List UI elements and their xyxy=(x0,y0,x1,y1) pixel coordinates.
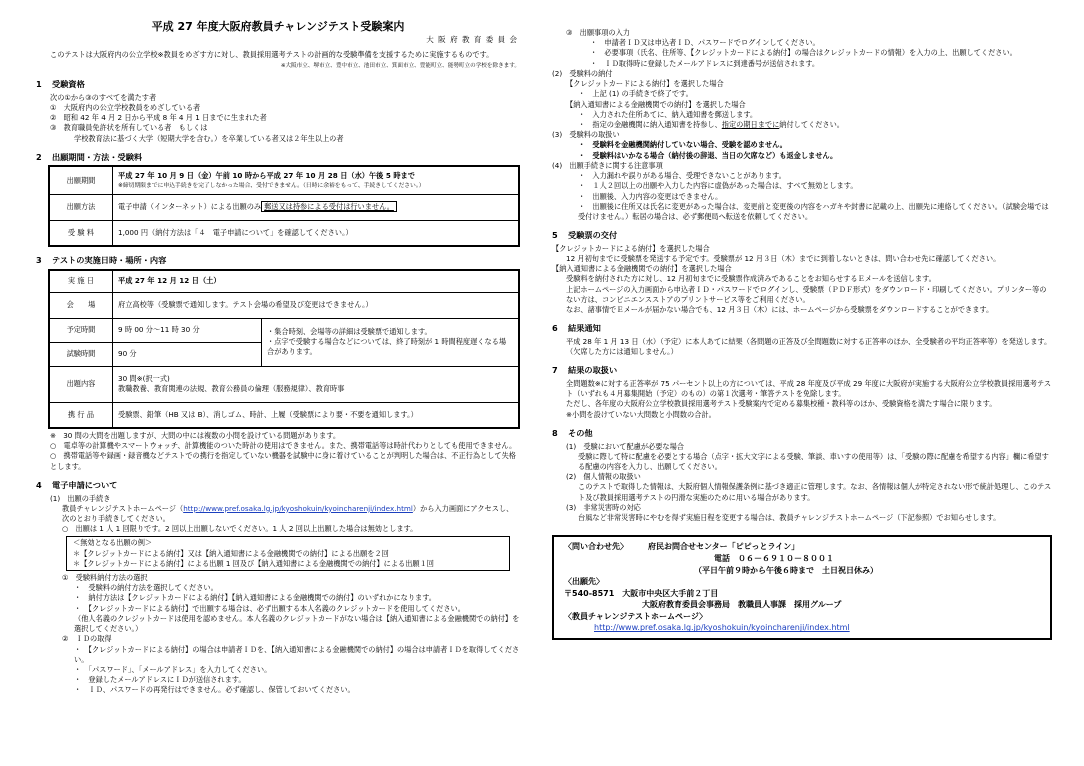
hp-label: 〈教員チャレンジテストホームページ〉 xyxy=(564,611,707,621)
duration-value: 90 分 xyxy=(113,342,262,366)
list-item: ・ 必要事項（氏名、住所等、【クレジットカードによる納付】の場合はクレジットカードの情報）を入力の上、出願してください。 xyxy=(590,48,1017,58)
box-item: ＊【クレジットカードによる納付】による出願 1 回及び【納入通知書による金融機関での納付】による出願１回 xyxy=(73,558,434,568)
date-value: 平成 27 年 12 月 12 日（土） xyxy=(113,270,520,292)
row-label: 携 行 品 xyxy=(49,402,113,428)
row-label: 会 場 xyxy=(49,292,113,318)
s5-bank: 【納入通知書による金融機関での納付】を選択した場合 xyxy=(552,264,732,274)
row-label: 実 施 日 xyxy=(49,270,113,292)
list-item: ・ １人２回以上の出願や入力した内容に虚偽があった場合は、すべて無効とします。 xyxy=(578,181,858,191)
list-item: ・ 指定の金融機関に納入通知書を持参し、指定の期日までに納付してください。 xyxy=(578,119,844,129)
contact-box xyxy=(552,535,1052,640)
s1-item: ① 大阪府内の公立学校教員をめざしている者 xyxy=(50,102,201,112)
invalid-examples-box xyxy=(66,536,510,571)
contact-hours: （平日午前９時から午後６時まで 土日祝日休み） xyxy=(694,565,878,575)
venue-value: 府立高校等（受験票で通知します。テスト会場の希望及び変更はできません。） xyxy=(113,292,520,318)
list-item: ・ 「パスワード」、「メールアドレス」を入力してください。 xyxy=(74,665,272,675)
s1-item: ② 昭和 42 年 4 月 2 日から平成 8 年 4 月 1 日までに生まれた者 xyxy=(50,113,267,123)
list-item: ・ 申請者ＩＤ又は申込者ＩＤ、パスワードでログインしてください。 xyxy=(590,38,820,48)
section-6-heading: 6 結果通知 xyxy=(552,323,601,334)
row-label: 予定時間 xyxy=(49,318,113,342)
dest-label: 〈出願先〉 xyxy=(564,577,604,587)
r-p2: (2) 受験料の納付 xyxy=(552,68,613,78)
r-p2-cc: 【クレジットカードによる納付】を選択した場合 xyxy=(566,79,724,89)
s1-lead: 次の①から③のすべてを満たす者 xyxy=(50,92,157,102)
time-value: 9 時 00 分～11 時 30 分 xyxy=(113,318,262,342)
s1-item: ③ 教育職員免許状を所有している者 もしくは xyxy=(50,123,208,133)
s8-text: 台風など非常災害時にやむを得ず実施日程を変更する場合は、教員チャレンジテストホームページ（下記参照）でお知らせします。 xyxy=(578,513,1001,523)
s4-p1c: ○ 出願は 1 人 1 回限りです。2 回以上出願しないでください。1 人 2 回以上出願した場合は無効とします。 xyxy=(62,524,418,534)
s1-item: 学校教育法に基づく大学（短期大学を含む。）を卒業している者又は２年生以上の者 xyxy=(74,133,344,143)
s3-note: ○ 電卓等の計算機やスマートウォッチ、計算機能のついた時計の使用はできません。また、携帯電話等は時計代わりとしても使用できません。 xyxy=(50,441,517,451)
s8-sub: (2) 個人情報の取扱い xyxy=(566,472,641,482)
content-value: 30 問※(択一式) 教職教養、教育関連の法規、教育公務員の倫理（服務規律）、教育時事 xyxy=(113,366,520,402)
s8-sub: (3) 非常災害時の対応 xyxy=(566,502,641,512)
period-value: 平成 27 年 10 月 9 日（金）午前 10 時から平成 27 年 10 月 28 日（水）午後 5 時まで xyxy=(118,171,415,181)
items-value: 受験票、鉛筆（HB 又は B）、消しゴム、時計、上履（受験票により要・不要を通知します。） xyxy=(113,402,520,428)
s5-cc: 【クレジットカードによる納付】を選択した場合 xyxy=(552,243,710,253)
application-table xyxy=(48,165,520,247)
list-item: ・ 【クレジットカードによる納付】の場合は申請者ＩＤを、【納入通知書による金融機関での納付】の場合は申請者ＩＤを取得してください。 xyxy=(74,644,520,664)
s7-text: ただし、各年度の大阪府公立学校教員採用選考テスト受験案内で定める募集校種・教科等のほか、受験資格を満たす場合に限ります。 xyxy=(566,399,997,409)
section-5-heading: 5 受験票の交付 xyxy=(552,230,618,241)
list-item: ・ 登録したメールアドレスにＩＤが送信されます。 xyxy=(74,675,246,685)
s3-note: ※ 30 問の大問を出題しますが、大問の中には複数の小問を設けている問題があります。 xyxy=(50,431,341,440)
intro-text: このテストは大阪府内の公立学校※教員をめざす方に対し、教員採用選考テストの計画的な受験準備を支援するために実施するものです。 xyxy=(50,49,494,59)
section-4-heading: 4 電子申請について xyxy=(36,479,118,490)
contact-tel: 電話 ０６－６９１０－８００１ xyxy=(714,553,834,563)
s6-text: 平成 28 年 1 月 13 日（水）（予定）に本人あてに結果（各問題の正答及び全問題数に対する正答率のほか、全受験者の平均正答率等）を発送します。（欠席した方には通知しません。） xyxy=(566,336,1052,357)
s5-cc-text: 12 月初旬までに受験票を発送する予定です。受験票が 12 月３日（木）までに到着しないときは、問い合わせ先に確認してください。 xyxy=(566,254,1001,264)
contact-homepage-link[interactable]: http://www.pref.osaka.lg.jp/kyoshokuin/kyoincharenji/index.html xyxy=(594,623,850,633)
s3-note: ○ 携帯電話等や録画・録音機などテストでの携行を指定していない機器を試験中に身に着けていることが判明した場合は、不正行為として失格とします。 xyxy=(50,451,516,471)
issuer: 大 阪 府 教 育 委 員 会 xyxy=(426,35,518,45)
list-item: ・ 上記 (1) の手続きで終了です。 xyxy=(578,89,693,99)
list-item: ・ 入力漏れや誤りがある場合、受理できないことがあります。 xyxy=(578,171,786,181)
list-item: ・ ＩＤ取得時に登録したメールアドレスに到達番号が送信されます。 xyxy=(590,58,820,68)
s5-bank-text: 上記ホームページの入力画面から申込者ＩＤ・パスワードでログインし、受験票（ＰＤＦ形式）をダウンロード・印刷してください。プリンター等のない方は、コンビニエンスストアのプリントサービス等をご利用ください。 xyxy=(566,284,1047,304)
right-column xyxy=(552,28,1052,640)
list-item: ・ 【クレジットカードによる納付】で出願する場合は、必ず出願する本人名義のクレジットカードを使用してください。 xyxy=(74,603,465,613)
r-p3: (3) 受験料の取扱い xyxy=(552,130,620,140)
row-label: 受 験 料 xyxy=(49,220,113,246)
s7-note: ※小問を設けていない大問数と小問数の合計。 xyxy=(566,409,716,419)
list-item: ・ 納付方法は【クレジットカードによる納付】【納入通知書による金融機関での納付】のいずれかになります。 xyxy=(74,593,436,603)
intro-note: ※大阪市立、堺市立、豊中市立、池田市立、箕面市立、豊能町立、能勢町立の学校を除きます。 xyxy=(280,63,520,70)
section-1-heading: 1 受験資格 xyxy=(36,78,85,89)
s4-p1-text: 教員チャレンジテストホームページ（http://www.pref.osaka.lg.jp/kyoshokuin/kyoincharenji/index.html）から入力画面にアクセスし、次のとおり手続きしてください。 xyxy=(62,503,514,523)
s8-sub: (1) 受験において配慮が必要な場合 xyxy=(566,441,684,451)
section-7-heading: 7 結果の取扱い xyxy=(552,365,618,376)
row-label: 出願期間 xyxy=(49,166,113,194)
list-item: ・ 受験料の納付方法を選択してください。 xyxy=(74,583,218,593)
list-item: ・ 受験料はいかなる場合（納付後の辞退、当日の欠席など）も返金しません。 xyxy=(578,150,838,160)
box-title: ＜無効となる出願の例＞ xyxy=(73,538,153,548)
r-m3: ③ 出願事項の入力 xyxy=(566,28,630,37)
contact-line: 〈問い合わせ先〉 府民お問合せセンター「ピピっとライン」 xyxy=(564,542,800,552)
box-item: ＊【クレジットカードによる納付】又は【納入通知書による金融機関での納付】による出願を２回 xyxy=(73,548,389,558)
left-column xyxy=(36,0,520,696)
fee-value: 1,000 円（納付方法は「４ 電子申請について」を確認してください。） xyxy=(113,220,520,246)
s7-text: 全問題数※に対する正答率が 75 パーセント以上の方については、平成 28 年度及び平成 29 年度に大阪府が実施する大阪府公立学校教員採用選考テスト（いずれも４月募集開始（予定）のもの）の第１次選考・筆答テストを免除します。 xyxy=(566,379,1052,399)
list-item: ・ 出願後に住所又は氏名に変更があった場合は、変更前と変更後の内容をハガキや封書に記載の上、出願先に連絡してください。（試験会場では受付けません。）転居の場合は、必ず郵便局へ転送を依頼してください。 xyxy=(578,201,1049,221)
method-value: 電子申請（インターネット）による出願のみ xyxy=(118,202,262,212)
test-table xyxy=(48,269,520,429)
homepage-link[interactable]: http://www.pref.osaka.lg.jp/kyoshokuin/kyoincharenji/index.html xyxy=(183,503,413,513)
s4-m2: ② ＩＤの取得 xyxy=(62,634,112,644)
r-p2-bank: 【納入通知書による金融機関での納付】を選択した場合 xyxy=(566,99,746,109)
r-p4: (4) 出願手続きに関する注意事項 xyxy=(552,160,663,170)
section-3-heading: 3 テストの実施日時・場所・内容 xyxy=(36,255,167,266)
list-item: ・ 受験料を金融機関納付していない場合、受験を認めません。 xyxy=(578,140,787,150)
list-item: （他人名義のクレジットカードは使用を認めません。本人名義のクレジットカードがない場合は【納入通知書による金融機関での納付】を選択してください。） xyxy=(74,613,520,634)
period-note: ※締切期限までに申込手続きを完了しなかった場合、受付できません。（日時に余裕をもって、手続きしてください。） xyxy=(118,182,425,189)
method-boxed-note: 郵送又は持参による受付は行いません。 xyxy=(261,201,397,212)
s5-bank-text: なお、諸事情でＥメールが届かない場合でも、12 月３日（木）には、ホームページから受験票をダウンロードすることができます。 xyxy=(566,305,994,315)
row-label: 試験時間 xyxy=(49,342,113,366)
list-item: ・ 入力された住所あてに、納入通知書を郵送します。 xyxy=(578,109,758,119)
list-item: ・ 出願後、入力内容の変更はできません。 xyxy=(578,191,723,201)
s4-p1: (1) 出願の手続き xyxy=(50,493,111,503)
s8-text: このテストで取得した情報は、大阪府個人情報保護条例に基づき適正に管理します。なお、各情報は個人が特定されない形で統計処理し、このテスト及び教員採用選考テストの円滑な実施のために用いる場合があります。 xyxy=(578,482,1052,502)
section-8-heading: 8 その他 xyxy=(552,427,593,438)
dest-office: 大阪府教育委員会事務局 教職員人事課 採用グループ xyxy=(642,600,842,610)
dest-postal: 〒540-8571 大阪市中央区大手前２丁目 xyxy=(564,588,719,598)
row-label: 出題内容 xyxy=(49,366,113,402)
s5-bank-text: 受験料を納付された方に対し、12 月初旬までに受験票作成済みであることをお知らせするＥメールを送信します。 xyxy=(566,274,936,284)
time-side-notes: ・集合時刻、会場等の詳細は受験票で通知します。 ・点字で受験する場合などについては、終了時刻が 1 時間程度遅くなる場合があります。 xyxy=(262,318,520,366)
section-2-heading: 2 出願期間・方法・受験料 xyxy=(36,151,143,162)
list-item: ・ ＩＤ、パスワードの再発行はできません。必ず確認し、保管しておいてください。 xyxy=(74,685,355,695)
document-title: 平成 27 年度大阪府教員チャレンジテスト受験案内 xyxy=(151,20,405,33)
row-label: 出願方法 xyxy=(49,194,113,220)
s8-text: 受験に際して特に配慮を必要とする場合（点字・拡大文字による受験、筆談、車いすの使用等）は、「受験の際に配慮を希望する内容」欄に希望する配慮の内容を入力し、出願してください。 xyxy=(578,451,1049,471)
s4-m1: ① 受験料納付方法の選択 xyxy=(62,573,148,583)
